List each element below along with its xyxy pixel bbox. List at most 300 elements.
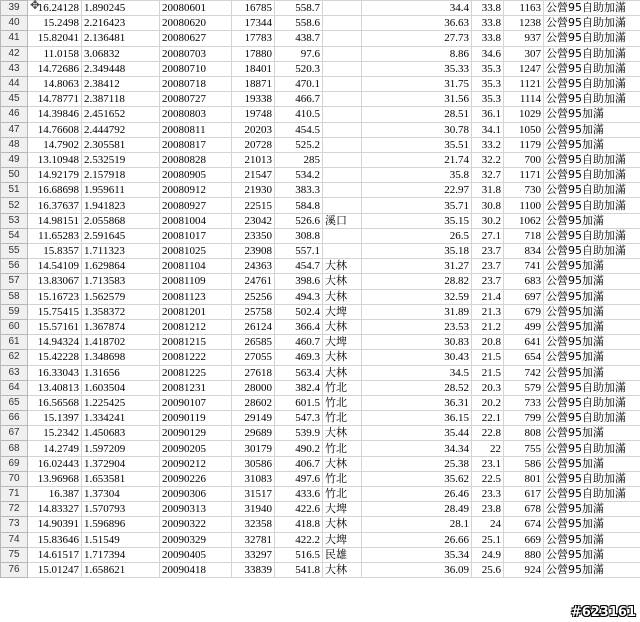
cell-amount[interactable]: 730 (504, 183, 544, 198)
cell-odometer[interactable]: 20203 (232, 122, 275, 137)
cell-volume[interactable]: 31.75 (362, 76, 472, 91)
cell-c2[interactable]: 1.890245 (82, 1, 160, 16)
cell-amount[interactable]: 1238 (504, 16, 544, 31)
cell-price[interactable]: 33.2 (472, 137, 504, 152)
row-header[interactable]: 42 (1, 46, 28, 61)
cell-date[interactable]: 20080710 (160, 61, 232, 76)
row-header[interactable]: 48 (1, 137, 28, 152)
cell-location[interactable]: 竹北 (323, 471, 362, 486)
cell-c1[interactable]: 16.02443 (28, 456, 82, 471)
cell-c2[interactable]: 1.225425 (82, 395, 160, 410)
cell-odometer[interactable]: 30586 (232, 456, 275, 471)
cell-distance[interactable]: 558.6 (275, 16, 323, 31)
cell-distance[interactable]: 366.4 (275, 319, 323, 334)
cell-note[interactable]: 公營95加滿 (544, 532, 640, 547)
cell-odometer[interactable]: 17783 (232, 31, 275, 46)
cell-amount[interactable]: 742 (504, 365, 544, 380)
cell-amount[interactable]: 799 (504, 411, 544, 426)
row-header[interactable]: 53 (1, 213, 28, 228)
cell-volume[interactable]: 31.89 (362, 304, 472, 319)
cell-odometer[interactable]: 22515 (232, 198, 275, 213)
cell-volume[interactable]: 34.5 (362, 365, 472, 380)
cell-c1[interactable]: 16.24128 (28, 1, 82, 16)
row-header[interactable]: 67 (1, 426, 28, 441)
cell-note[interactable]: 公營95加滿 (544, 137, 640, 152)
cell-date[interactable]: 20080703 (160, 46, 232, 61)
cell-amount[interactable]: 499 (504, 319, 544, 334)
cell-distance[interactable]: 547.3 (275, 411, 323, 426)
cell-note[interactable]: 公營95自助加滿 (544, 1, 640, 16)
cell-location[interactable]: 大林 (323, 365, 362, 380)
cell-c1[interactable]: 14.90391 (28, 517, 82, 532)
cell-volume[interactable]: 35.18 (362, 244, 472, 259)
cell-volume[interactable]: 36.15 (362, 411, 472, 426)
cell-c1[interactable]: 11.65283 (28, 228, 82, 243)
cell-c1[interactable]: 16.56568 (28, 395, 82, 410)
cell-price[interactable]: 33.8 (472, 31, 504, 46)
cell-price[interactable]: 23.7 (472, 244, 504, 259)
cell-distance[interactable]: 584.8 (275, 198, 323, 213)
cell-amount[interactable]: 641 (504, 335, 544, 350)
cell-volume[interactable]: 36.31 (362, 395, 472, 410)
cell-date[interactable]: 20090306 (160, 487, 232, 502)
cell-price[interactable]: 35.3 (472, 92, 504, 107)
cell-note[interactable]: 公營95加滿 (544, 502, 640, 517)
cell-price[interactable]: 20.3 (472, 380, 504, 395)
cell-price[interactable]: 30.2 (472, 213, 504, 228)
cell-price[interactable]: 21.5 (472, 350, 504, 365)
cell-date[interactable]: 20090329 (160, 532, 232, 547)
cell-c2[interactable]: 1.717394 (82, 547, 160, 562)
cell-c1[interactable]: 13.40813 (28, 380, 82, 395)
cell-distance[interactable]: 382.4 (275, 380, 323, 395)
cell-date[interactable]: 20090313 (160, 502, 232, 517)
cell-price[interactable]: 23.7 (472, 274, 504, 289)
cell-price[interactable]: 33.8 (472, 1, 504, 16)
cell-volume[interactable]: 31.27 (362, 259, 472, 274)
cell-amount[interactable]: 700 (504, 152, 544, 167)
cell-c2[interactable]: 1.653581 (82, 471, 160, 486)
cell-c2[interactable]: 1.450683 (82, 426, 160, 441)
cell-odometer[interactable]: 32781 (232, 532, 275, 547)
cell-location[interactable] (323, 137, 362, 152)
cell-c1[interactable]: 14.39846 (28, 107, 82, 122)
cell-note[interactable]: 公營95自助加滿 (544, 411, 640, 426)
cell-c2[interactable]: 2.451652 (82, 107, 160, 122)
cell-distance[interactable]: 525.2 (275, 137, 323, 152)
cell-odometer[interactable]: 31083 (232, 471, 275, 486)
cell-odometer[interactable]: 24761 (232, 274, 275, 289)
cell-date[interactable]: 20090405 (160, 547, 232, 562)
cell-amount[interactable]: 1114 (504, 92, 544, 107)
cell-distance[interactable]: 558.7 (275, 1, 323, 16)
cell-odometer[interactable]: 33839 (232, 562, 275, 577)
cell-c2[interactable]: 2.387118 (82, 92, 160, 107)
cell-odometer[interactable]: 29149 (232, 411, 275, 426)
cell-location[interactable] (323, 1, 362, 16)
cell-note[interactable]: 公營95自助加滿 (544, 441, 640, 456)
cell-date[interactable]: 20081222 (160, 350, 232, 365)
cell-distance[interactable]: 494.3 (275, 289, 323, 304)
cell-amount[interactable]: 674 (504, 517, 544, 532)
cell-price[interactable]: 21.2 (472, 319, 504, 334)
cell-note[interactable]: 公營95加滿 (544, 289, 640, 304)
cell-amount[interactable]: 683 (504, 274, 544, 289)
row-header[interactable]: 62 (1, 350, 28, 365)
cell-note[interactable]: 公營95自助加滿 (544, 31, 640, 46)
row-header[interactable]: 40 (1, 16, 28, 31)
cell-c1[interactable]: 14.94324 (28, 335, 82, 350)
cell-c1[interactable]: 14.83327 (28, 502, 82, 517)
cell-price[interactable]: 22.1 (472, 411, 504, 426)
cell-volume[interactable]: 28.52 (362, 380, 472, 395)
cell-amount[interactable]: 617 (504, 487, 544, 502)
cell-c1[interactable]: 15.01247 (28, 562, 82, 577)
cell-date[interactable]: 20080803 (160, 107, 232, 122)
cell-distance[interactable]: 497.6 (275, 471, 323, 486)
cell-amount[interactable]: 1029 (504, 107, 544, 122)
cell-c1[interactable]: 14.2749 (28, 441, 82, 456)
cell-location[interactable]: 大林 (323, 319, 362, 334)
cell-c2[interactable]: 2.591645 (82, 228, 160, 243)
cell-location[interactable] (323, 228, 362, 243)
cell-distance[interactable]: 470.1 (275, 76, 323, 91)
cell-note[interactable]: 公營95加滿 (544, 365, 640, 380)
cell-location[interactable] (323, 198, 362, 213)
cell-c2[interactable]: 2.305581 (82, 137, 160, 152)
cell-date[interactable]: 20081212 (160, 319, 232, 334)
cell-odometer[interactable]: 23350 (232, 228, 275, 243)
cell-c2[interactable]: 1.334241 (82, 411, 160, 426)
cell-price[interactable]: 20.2 (472, 395, 504, 410)
cell-c2[interactable]: 1.51549 (82, 532, 160, 547)
cell-odometer[interactable]: 21547 (232, 168, 275, 183)
cell-distance[interactable]: 534.2 (275, 168, 323, 183)
cell-distance[interactable]: 410.5 (275, 107, 323, 122)
cell-odometer[interactable]: 33297 (232, 547, 275, 562)
cell-price[interactable]: 25.1 (472, 532, 504, 547)
cell-note[interactable]: 公營95自助加滿 (544, 76, 640, 91)
cell-distance[interactable]: 422.6 (275, 502, 323, 517)
cell-price[interactable]: 24.9 (472, 547, 504, 562)
cell-amount[interactable]: 834 (504, 244, 544, 259)
cell-price[interactable]: 22.5 (472, 471, 504, 486)
cell-distance[interactable]: 469.3 (275, 350, 323, 365)
cell-volume[interactable]: 34.4 (362, 1, 472, 16)
cell-distance[interactable]: 433.6 (275, 487, 323, 502)
cell-c1[interactable]: 14.8063 (28, 76, 82, 91)
cell-location[interactable] (323, 152, 362, 167)
cell-c1[interactable]: 14.54109 (28, 259, 82, 274)
cell-odometer[interactable]: 31517 (232, 487, 275, 502)
cell-odometer[interactable]: 26585 (232, 335, 275, 350)
cell-date[interactable]: 20081017 (160, 228, 232, 243)
cell-c2[interactable]: 2.216423 (82, 16, 160, 31)
cell-location[interactable] (323, 16, 362, 31)
cell-price[interactable]: 21.3 (472, 304, 504, 319)
cell-date[interactable]: 20080620 (160, 16, 232, 31)
cell-volume[interactable]: 28.51 (362, 107, 472, 122)
cell-volume[interactable]: 36.63 (362, 16, 472, 31)
cell-volume[interactable]: 32.59 (362, 289, 472, 304)
cell-amount[interactable]: 755 (504, 441, 544, 456)
cell-price[interactable]: 32.2 (472, 152, 504, 167)
cell-odometer[interactable]: 25758 (232, 304, 275, 319)
cell-location[interactable]: 竹北 (323, 395, 362, 410)
cell-date[interactable]: 20081025 (160, 244, 232, 259)
cell-date[interactable]: 20080811 (160, 122, 232, 137)
cell-c2[interactable]: 3.06832 (82, 46, 160, 61)
row-header[interactable]: 54 (1, 228, 28, 243)
cell-note[interactable]: 公營95自助加滿 (544, 471, 640, 486)
cell-c1[interactable]: 16.68698 (28, 183, 82, 198)
cell-date[interactable]: 20081231 (160, 380, 232, 395)
cell-price[interactable]: 32.7 (472, 168, 504, 183)
cell-c1[interactable]: 14.76608 (28, 122, 82, 137)
cell-volume[interactable]: 26.5 (362, 228, 472, 243)
row-header[interactable]: 68 (1, 441, 28, 456)
row-header[interactable]: 71 (1, 487, 28, 502)
cell-note[interactable]: 公營95自助加滿 (544, 395, 640, 410)
cell-date[interactable]: 20081004 (160, 213, 232, 228)
cell-amount[interactable]: 579 (504, 380, 544, 395)
cell-location[interactable]: 大林 (323, 350, 362, 365)
cell-distance[interactable]: 308.8 (275, 228, 323, 243)
cell-distance[interactable]: 398.6 (275, 274, 323, 289)
cell-date[interactable]: 20090418 (160, 562, 232, 577)
cell-c1[interactable]: 14.98151 (28, 213, 82, 228)
cell-note[interactable]: 公營95自助加滿 (544, 152, 640, 167)
cell-c2[interactable]: 1.629864 (82, 259, 160, 274)
cell-note[interactable]: 公營95加滿 (544, 456, 640, 471)
cell-location[interactable] (323, 76, 362, 91)
cell-price[interactable]: 22.8 (472, 426, 504, 441)
cell-volume[interactable]: 35.8 (362, 168, 472, 183)
cell-date[interactable]: 20080905 (160, 168, 232, 183)
cell-location[interactable]: 竹北 (323, 441, 362, 456)
cell-odometer[interactable]: 18871 (232, 76, 275, 91)
row-header[interactable]: 63 (1, 365, 28, 380)
cell-date[interactable]: 20090107 (160, 395, 232, 410)
cell-c2[interactable]: 1.31656 (82, 365, 160, 380)
cell-volume[interactable]: 35.71 (362, 198, 472, 213)
cell-price[interactable]: 23.3 (472, 487, 504, 502)
cell-date[interactable]: 20080828 (160, 152, 232, 167)
cell-location[interactable]: 大林 (323, 274, 362, 289)
cell-distance[interactable]: 490.2 (275, 441, 323, 456)
cell-note[interactable]: 公營95加滿 (544, 350, 640, 365)
cell-odometer[interactable]: 28000 (232, 380, 275, 395)
cell-c1[interactable]: 15.8357 (28, 244, 82, 259)
cell-distance[interactable]: 526.6 (275, 213, 323, 228)
cell-c1[interactable]: 14.61517 (28, 547, 82, 562)
cell-distance[interactable]: 383.3 (275, 183, 323, 198)
cell-c1[interactable]: 16.33043 (28, 365, 82, 380)
cell-location[interactable]: 民雄 (323, 547, 362, 562)
cell-date[interactable]: 20090119 (160, 411, 232, 426)
cell-location[interactable]: 大埤 (323, 335, 362, 350)
cell-odometer[interactable]: 31940 (232, 502, 275, 517)
cell-note[interactable]: 公營95自助加滿 (544, 380, 640, 395)
cell-c1[interactable]: 16.387 (28, 487, 82, 502)
cell-price[interactable]: 23.7 (472, 259, 504, 274)
cell-date[interactable]: 20090212 (160, 456, 232, 471)
cell-note[interactable]: 公營95加滿 (544, 547, 640, 562)
cell-odometer[interactable]: 23042 (232, 213, 275, 228)
cell-distance[interactable]: 520.3 (275, 61, 323, 76)
cell-note[interactable]: 公營95加滿 (544, 107, 640, 122)
cell-location[interactable]: 竹北 (323, 411, 362, 426)
cell-odometer[interactable]: 30179 (232, 441, 275, 456)
cell-c2[interactable]: 1.711323 (82, 244, 160, 259)
cell-c1[interactable]: 13.10948 (28, 152, 82, 167)
cell-c2[interactable]: 1.596896 (82, 517, 160, 532)
row-header[interactable]: 69 (1, 456, 28, 471)
cell-odometer[interactable]: 23908 (232, 244, 275, 259)
cell-distance[interactable]: 601.5 (275, 395, 323, 410)
cell-c1[interactable]: 13.96968 (28, 471, 82, 486)
cell-odometer[interactable]: 32358 (232, 517, 275, 532)
cell-c1[interactable]: 14.7902 (28, 137, 82, 152)
row-header[interactable]: 46 (1, 107, 28, 122)
cell-amount[interactable]: 801 (504, 471, 544, 486)
cell-amount[interactable]: 733 (504, 395, 544, 410)
cell-location[interactable]: 大埤 (323, 502, 362, 517)
cell-c2[interactable]: 1.658621 (82, 562, 160, 577)
cell-odometer[interactable]: 29689 (232, 426, 275, 441)
cell-location[interactable]: 大林 (323, 259, 362, 274)
cell-amount[interactable]: 1100 (504, 198, 544, 213)
cell-odometer[interactable]: 24363 (232, 259, 275, 274)
cell-c2[interactable]: 1.597209 (82, 441, 160, 456)
cell-location[interactable] (323, 107, 362, 122)
cell-volume[interactable]: 26.66 (362, 532, 472, 547)
cell-price[interactable]: 27.1 (472, 228, 504, 243)
cell-volume[interactable]: 34.34 (362, 441, 472, 456)
cell-note[interactable]: 公營95加滿 (544, 562, 640, 577)
cell-c1[interactable]: 15.83646 (28, 532, 82, 547)
cell-note[interactable]: 公營95自助加滿 (544, 168, 640, 183)
cell-date[interactable]: 20081123 (160, 289, 232, 304)
cell-c2[interactable]: 1.372904 (82, 456, 160, 471)
cell-c1[interactable]: 15.2498 (28, 16, 82, 31)
cell-volume[interactable]: 30.78 (362, 122, 472, 137)
cell-c1[interactable]: 15.75415 (28, 304, 82, 319)
cell-c1[interactable]: 14.92179 (28, 168, 82, 183)
cell-odometer[interactable]: 19338 (232, 92, 275, 107)
cell-distance[interactable]: 406.7 (275, 456, 323, 471)
cell-odometer[interactable]: 27055 (232, 350, 275, 365)
row-header[interactable]: 61 (1, 335, 28, 350)
cell-c2[interactable]: 1.562579 (82, 289, 160, 304)
cell-c2[interactable]: 2.157918 (82, 168, 160, 183)
cell-amount[interactable]: 1062 (504, 213, 544, 228)
cell-c2[interactable]: 1.713583 (82, 274, 160, 289)
cell-volume[interactable]: 35.62 (362, 471, 472, 486)
cell-note[interactable]: 公營95加滿 (544, 426, 640, 441)
cell-volume[interactable]: 8.86 (362, 46, 472, 61)
row-header[interactable]: 52 (1, 198, 28, 213)
row-header[interactable]: 39 (1, 1, 28, 16)
cell-c1[interactable]: 11.0158 (28, 46, 82, 61)
cell-date[interactable]: 20080817 (160, 137, 232, 152)
cell-odometer[interactable]: 25256 (232, 289, 275, 304)
cell-date[interactable]: 20080627 (160, 31, 232, 46)
cell-c1[interactable]: 15.57161 (28, 319, 82, 334)
cell-distance[interactable]: 418.8 (275, 517, 323, 532)
cell-date[interactable]: 20080727 (160, 92, 232, 107)
cell-volume[interactable]: 36.09 (362, 562, 472, 577)
cell-note[interactable]: 公營95自助加滿 (544, 61, 640, 76)
cell-location[interactable]: 大埤 (323, 532, 362, 547)
cell-volume[interactable]: 22.97 (362, 183, 472, 198)
cell-date[interactable]: 20081225 (160, 365, 232, 380)
row-header[interactable]: 60 (1, 319, 28, 334)
cell-volume[interactable]: 25.38 (362, 456, 472, 471)
cell-c2[interactable]: 2.532519 (82, 152, 160, 167)
cell-note[interactable]: 公營95加滿 (544, 335, 640, 350)
cell-amount[interactable]: 718 (504, 228, 544, 243)
cell-odometer[interactable]: 27618 (232, 365, 275, 380)
cell-note[interactable]: 公營95自助加滿 (544, 244, 640, 259)
cell-date[interactable]: 20090205 (160, 441, 232, 456)
cell-distance[interactable]: 466.7 (275, 92, 323, 107)
cell-location[interactable]: 大林 (323, 456, 362, 471)
cell-price[interactable]: 23.1 (472, 456, 504, 471)
cell-distance[interactable]: 422.2 (275, 532, 323, 547)
cell-date[interactable]: 20090226 (160, 471, 232, 486)
cell-c1[interactable]: 14.72686 (28, 61, 82, 76)
cell-price[interactable]: 23.8 (472, 502, 504, 517)
cell-distance[interactable]: 454.7 (275, 259, 323, 274)
cell-price[interactable]: 34.1 (472, 122, 504, 137)
cell-c2[interactable]: 1.348698 (82, 350, 160, 365)
cell-distance[interactable]: 454.5 (275, 122, 323, 137)
cell-amount[interactable]: 937 (504, 31, 544, 46)
cell-date[interactable]: 20081215 (160, 335, 232, 350)
cell-c2[interactable]: 2.349448 (82, 61, 160, 76)
cell-note[interactable]: 公營95自助加滿 (544, 183, 640, 198)
cell-amount[interactable]: 1050 (504, 122, 544, 137)
cell-location[interactable] (323, 122, 362, 137)
cell-c1[interactable]: 15.2342 (28, 426, 82, 441)
cell-c2[interactable]: 1.37304 (82, 487, 160, 502)
cell-price[interactable]: 21.4 (472, 289, 504, 304)
row-header[interactable]: 74 (1, 532, 28, 547)
cell-price[interactable]: 35.3 (472, 61, 504, 76)
cell-c1[interactable]: 16.37637 (28, 198, 82, 213)
cell-odometer[interactable]: 28602 (232, 395, 275, 410)
cell-price[interactable]: 31.8 (472, 183, 504, 198)
cell-volume[interactable]: 35.44 (362, 426, 472, 441)
cell-location[interactable] (323, 46, 362, 61)
cell-volume[interactable]: 28.49 (362, 502, 472, 517)
cell-note[interactable]: 公營95加滿 (544, 517, 640, 532)
cell-distance[interactable]: 541.8 (275, 562, 323, 577)
cell-date[interactable]: 20081201 (160, 304, 232, 319)
cell-location[interactable] (323, 31, 362, 46)
row-header[interactable]: 75 (1, 547, 28, 562)
cell-c2[interactable]: 1.418702 (82, 335, 160, 350)
cell-location[interactable] (323, 244, 362, 259)
cell-location[interactable]: 大林 (323, 517, 362, 532)
row-header[interactable]: 41 (1, 31, 28, 46)
cell-c2[interactable]: 2.38412 (82, 76, 160, 91)
row-header[interactable]: 55 (1, 244, 28, 259)
cell-note[interactable]: 公營95加滿 (544, 122, 640, 137)
cell-location[interactable]: 竹北 (323, 487, 362, 502)
cell-c2[interactable]: 1.367874 (82, 319, 160, 334)
